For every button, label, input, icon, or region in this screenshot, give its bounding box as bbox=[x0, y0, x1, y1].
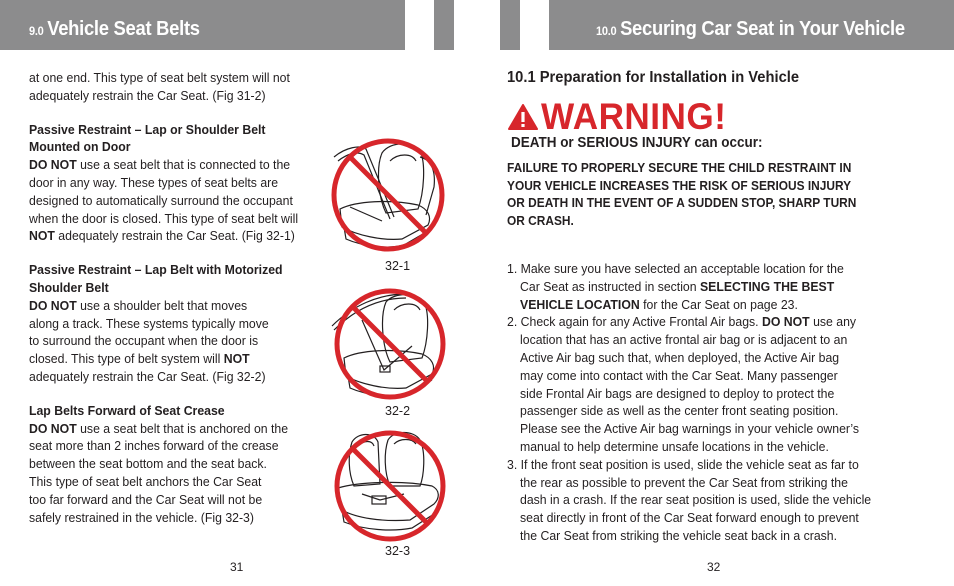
warning-triangle-icon bbox=[507, 103, 539, 131]
right-page-title: 10.0 Securing Car Seat in Your Vehicle bbox=[596, 18, 905, 40]
figure-caption: 32-3 bbox=[385, 544, 411, 558]
right-page-header bbox=[549, 0, 954, 50]
warning-subtitle: DEATH or SERIOUS INJURY can occur: bbox=[511, 135, 763, 151]
step-1: 1. Make sure you have selected an acceptable location for the bbox=[507, 261, 844, 276]
right-page-body bbox=[507, 69, 917, 543]
left-page-body bbox=[29, 69, 319, 542]
installation-steps: 1. Make sure you have selected an acceptable location for the Car Seat as instructed in section SELECTING THE BEST VEHICLE LOCATION for the Car Seat on page 23. 2. Check again for any Active Frontal Air bags. DO NOT use any location that has an active frontal air bag or is adjacent to an Active Air bag such that, when deployed, the Active Air bag may come into contact with the Car Seat. Many passenger side Frontal Air bags are designed to deploy to protect the passenger side as well as the center front seating position. Please see the Active Air bag warnings in your vehicle owner’s manual to help determine unsafe locations in the vehicle. 3. If the front seat position is used, slide the vehicle seat as far to the rear as possible to prevent the Car Seat from striking the dash in a crash. If the rear seat position is used, slide the vehicle seat directly in front of the Car Seat forward enough to prevent the Car Seat from striking the vehicle seat back in a crash. bbox=[507, 260, 917, 545]
step-3: 3. If the front seat position is used, slide the vehicle seat as far to bbox=[507, 456, 859, 472]
step-2: 2. Check again for any Active Frontal Air bags. DO NOT use any bbox=[507, 314, 857, 330]
door-belt-section: Passive Restraint – Lap or Shoulder Belt Mounted on Door DO NOT use a seat belt that is connected to the door in any way. These types of seat belts are designed to automatically surround the occupant when the door is closed. This type of seat belt will NOT adequately restrain the Car Seat. (Fig 32-1) bbox=[29, 121, 299, 244]
section-heading: Passive Restraint – Lap or Shoulder Belt bbox=[29, 121, 266, 137]
prohibited-door-belt-seat-icon bbox=[320, 135, 452, 257]
figure-caption: 32-2 bbox=[385, 404, 411, 418]
warning-word: WARNING! bbox=[541, 96, 727, 137]
section-heading: Lap Belts Forward of Seat Crease bbox=[29, 402, 225, 418]
warning-body: FAILURE TO PROPERLY SECURE THE CHILD RESTRAINT IN YOUR VEHICLE INCREASES THE RISK OF SERIOUS INJURY OR DEATH IN THE EVENT OF A SUDDEN STOP, SHARP TURN OR CRASH. bbox=[507, 160, 857, 228]
left-page-header bbox=[0, 0, 405, 50]
left-page-title: 9.0 Vehicle Seat Belts bbox=[29, 18, 200, 40]
prohibited-motorized-belt-seat-icon bbox=[322, 286, 452, 404]
page-number: 32 bbox=[707, 560, 721, 574]
header-gap-bar bbox=[434, 0, 454, 50]
header-gap-bar bbox=[500, 0, 520, 50]
intro-paragraph: at one end. This type of seat belt system will not adequately restrain the Car Seat. (Fig 31-2) bbox=[29, 70, 290, 103]
section-title: 10.1 Preparation for Installation in Vehicle bbox=[507, 69, 800, 86]
motorized-belt-section: Passive Restraint – Lap Belt with Motorized Shoulder Belt DO NOT use a shoulder belt that moves along a track. These systems typically move to surround the occupant when the door is closed. This type of belt system will NOT adequately restrain the Car Seat. (Fig 32-2) bbox=[29, 262, 283, 384]
lap-belt-section: Lap Belts Forward of Seat Crease DO NOT use a seat belt that is anchored on the seat more than 2 inches forward of the crease between the seat bottom and the seat back. This type of seat belt anchors the Car Seat too far forward and the Car Seat will not be safely restrained in the vehicle. (Fig 32-3) bbox=[29, 402, 289, 525]
figure-caption: 32-1 bbox=[385, 259, 411, 273]
page-number: 31 bbox=[230, 560, 244, 574]
section-heading: Passive Restraint – Lap Belt with Motorized bbox=[29, 262, 283, 278]
prohibited-forward-lap-belt-seat-icon bbox=[322, 424, 452, 544]
